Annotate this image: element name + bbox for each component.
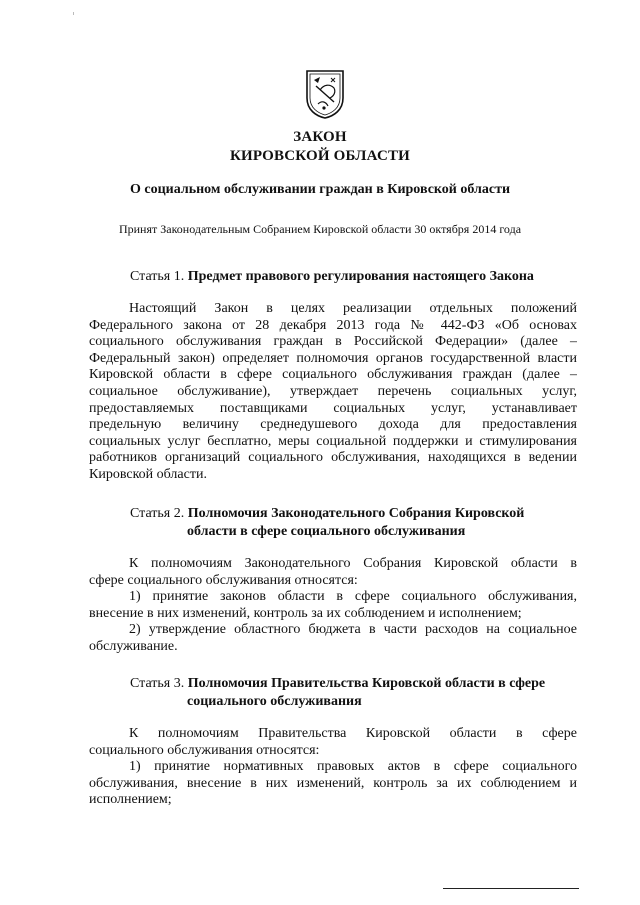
- text-line: исполнением;: [89, 792, 172, 808]
- article-3-name-line-2: социального обслуживания: [187, 694, 362, 709]
- text-line: К полномочиям Законодательного Собрания Кировской области в: [129, 556, 577, 571]
- article-1-text: [89, 301, 577, 484]
- text-line: социальных услуг бесплатно, меры социальной поддержки и стимулирования: [89, 433, 577, 449]
- text-line: предельную величину среднедушевого дохода для предоставления: [89, 417, 577, 433]
- text-line: Федерального закона от 28 декабря 2013 года № 442-ФЗ «Об основах: [89, 317, 577, 333]
- title-line-1: ЗАКОН: [293, 129, 347, 145]
- text-line: К полномочиям Правительства Кировской области в сфере: [129, 726, 577, 741]
- text-line: сфере социального обслуживания относятся:: [89, 572, 358, 588]
- text-line: работников организаций социального обслуживания, находящихся в ведении: [89, 450, 577, 466]
- title-line-2: КИРОВСКОЙ ОБЛАСТИ: [229, 148, 411, 164]
- scan-mark: [73, 12, 74, 15]
- footer-rule: [443, 888, 579, 889]
- text-line: Федеральный закон) определяет полномочия органов государственной власти: [89, 350, 577, 366]
- text-line: Кировской области в сфере социального обслуживания граждан (далее –: [89, 367, 577, 383]
- text-line: социального обслуживания относятся:: [89, 742, 320, 758]
- article-1-name: Предмет правового регулирования настоящего Закона: [187, 269, 534, 284]
- article-2-heading: [130, 505, 590, 541]
- article-2-name-line-1: Полномочия Законодательного Собрания Кировской: [187, 506, 525, 521]
- article-2-label: Статья 2.: [130, 506, 185, 521]
- text-line: Кировской области.: [89, 466, 207, 482]
- text-line: 2) утверждение областного бюджета в части расходов на социальное: [129, 622, 577, 638]
- text-line: обслуживание.: [89, 638, 178, 654]
- article-3-label: Статья 3.: [130, 676, 185, 691]
- text-line: внесение в них изменений, контроль за их соблюдением и исполнением;: [89, 605, 522, 621]
- text-line: обслуживания, внесение в них изменений, контроль за их соблюдением и: [89, 775, 577, 791]
- article-3-name-line-1: Полномочия Правительства Кировской области в сфере: [187, 676, 546, 691]
- text-line: предоставляемых поставщиками социальных услуг, устанавливает: [89, 400, 577, 416]
- article-1-heading: [130, 268, 590, 286]
- text-line: 1) принятие нормативных правовых актов в сфере социального: [129, 759, 577, 775]
- text-line: социального обслуживания граждан в Российской Федерации» (далее –: [89, 334, 577, 350]
- article-2-text: [89, 556, 577, 656]
- text-line: социальное обслуживание), утверждает перечень социальных услуг,: [89, 383, 577, 399]
- coat-of-arms-icon: [304, 68, 346, 120]
- text-line: 1) принятие законов области в сфере социального обслуживания,: [129, 589, 577, 605]
- article-2-name-line-2: области в сфере социального обслуживания: [187, 524, 466, 539]
- article-1-label: Статья 1.: [130, 269, 185, 284]
- adoption-note: Принят Законодательным Собранием Кировской области 30 октября 2014 года: [118, 222, 522, 236]
- article-3-heading: [130, 675, 590, 711]
- law-subject: О социальном обслуживании граждан в Кировской области: [129, 182, 511, 197]
- text-line: Настоящий Закон в целях реализации отдельных положений: [129, 301, 577, 316]
- article-3-text: [89, 726, 577, 809]
